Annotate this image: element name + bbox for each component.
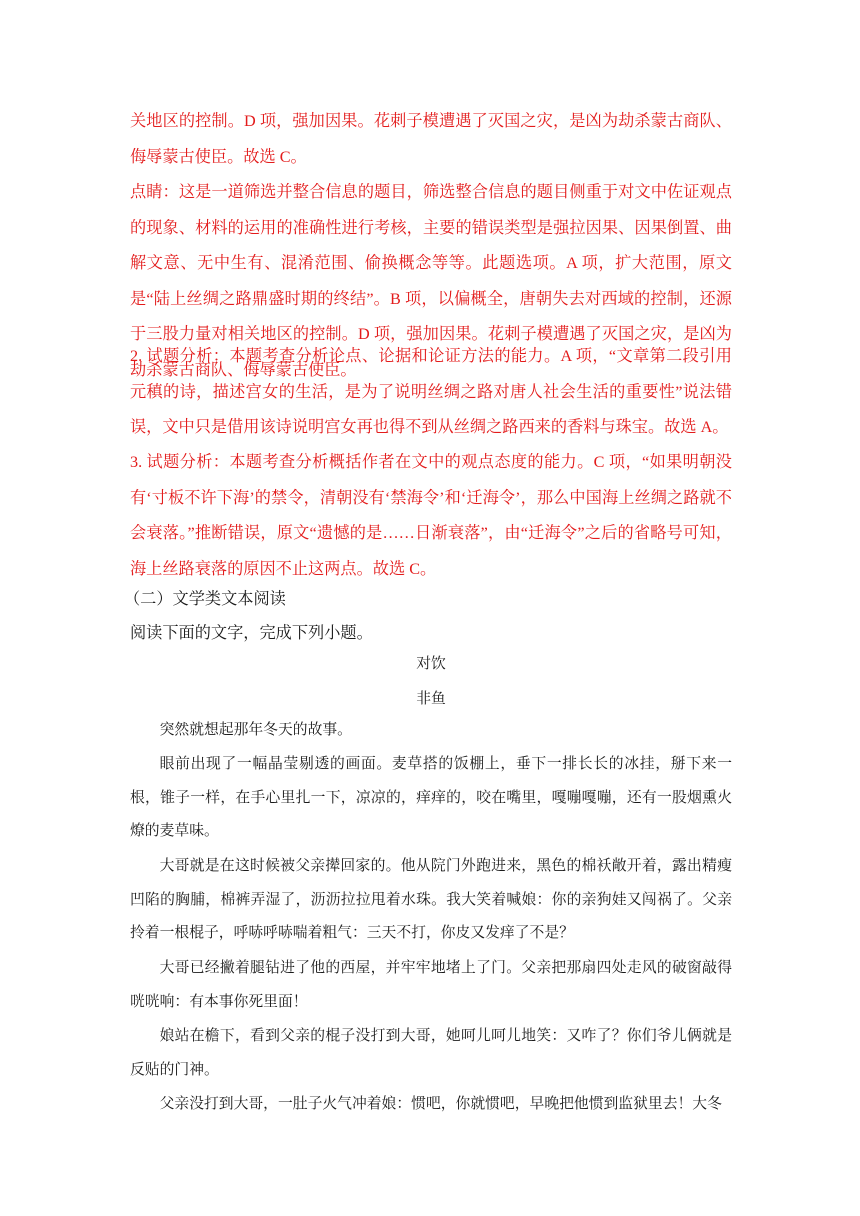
answer-explanation-3: 3. 试题分析：本题考查分析概括作者在文中的观点态度的能力。C 项，“如果明朝没有‘寸板不许下海’的禁令，清朝没有‘禁海令’和‘迁海令’，那么中国海上丝绸之路就不会衰落。”推断错误，原文“遗憾的是……日渐衰落”，由“迁海令”之后的省略号可知，海上丝路衰落的原因不止这两点。故选 C。: [130, 453, 732, 578]
story-paragraph: 大哥已经撇着腿钻进了他的西屋，并牢牢地堵上了门。父亲把那扇四处走风的破窗敲得咣咣响：有本事你死里面！: [130, 959, 732, 1010]
story-paragraph: 父亲没打到大哥，一肚子火气冲着娘：惯吧，你就惯吧，早晚把他惯到监狱里去！大冬: [159, 1095, 722, 1112]
story-title: 对饮: [416, 655, 446, 672]
section-instruction: 阅读下面的文字，完成下列小题。: [130, 624, 373, 642]
answer-explanation-2: 2. 试题分析：本题考查分析论点、论据和论证方法的能力。A 项，“文章第二段引用元稹的诗，描述宫女的生活，是为了说明丝绸之路对唐人社会生活的重要性”说法错误，文中只是借用该诗说明宫女再也得不到从丝绸之路西来的香料与珠宝。故选 A。: [130, 347, 732, 436]
story-paragraph: 眼前出现了一幅晶莹剔透的画面。麦草搭的饭棚上，垂下一排长长的冰挂，掰下来一根，锥子一样，在手心里扎一下，凉凉的，痒痒的，咬在嘴里，嘎嘣嘎嘣，还有一股烟熏火燎的麦草味。: [130, 755, 732, 839]
story-author: 非鱼: [416, 690, 446, 707]
story-paragraph: 娘站在檐下，看到父亲的棍子没打到大哥，她呵儿呵儿地笑：又咋了？你们爷儿俩就是反贴的门神。: [130, 1027, 732, 1078]
section-heading: （二）文学类文本阅读: [124, 590, 286, 608]
answer-tip: 点睛：这是一道筛选并整合信息的题目，筛选整合信息的题目侧重于对文中佐证观点的现象、材料的运用的准确性进行考核，主要的错误类型是强拉因果、因果倒置、曲解文意、无中生有、混淆范围、偷换概念等等。此题选项。A 项，扩大范围，原文是“陆上丝绸之路鼎盛时期的终结”。B 项，以偏概全，唐朝失去对西域的控制，还源于三股力量对相关地区的控制。D 项，强加因果。花刺子模遭遇了灭国之灾，是凶为劫杀蒙古商队、侮辱蒙古使臣。: [130, 183, 732, 379]
story-paragraph: 大哥就是在这时候被父亲撵回家的。他从院门外跑进来，黑色的棉袄敞开着，露出精瘦凹陷的胸脯，棉裤弄湿了，沥沥拉拉甩着水珠。我大笑着喊娘：你的亲狗娃又闯祸了。父亲拎着一根棍子，呼哧呼哧喘着粗气：三天不打，你皮又发痒了不是？: [130, 857, 732, 941]
answer-explanation-1: 关地区的控制。D 项，强加因果。花刺子模遭遇了灭国之灾，是凶为劫杀蒙古商队、侮辱蒙古使臣。故选 C。: [130, 112, 732, 166]
story-paragraph: 突然就想起那年冬天的故事。: [159, 721, 352, 738]
